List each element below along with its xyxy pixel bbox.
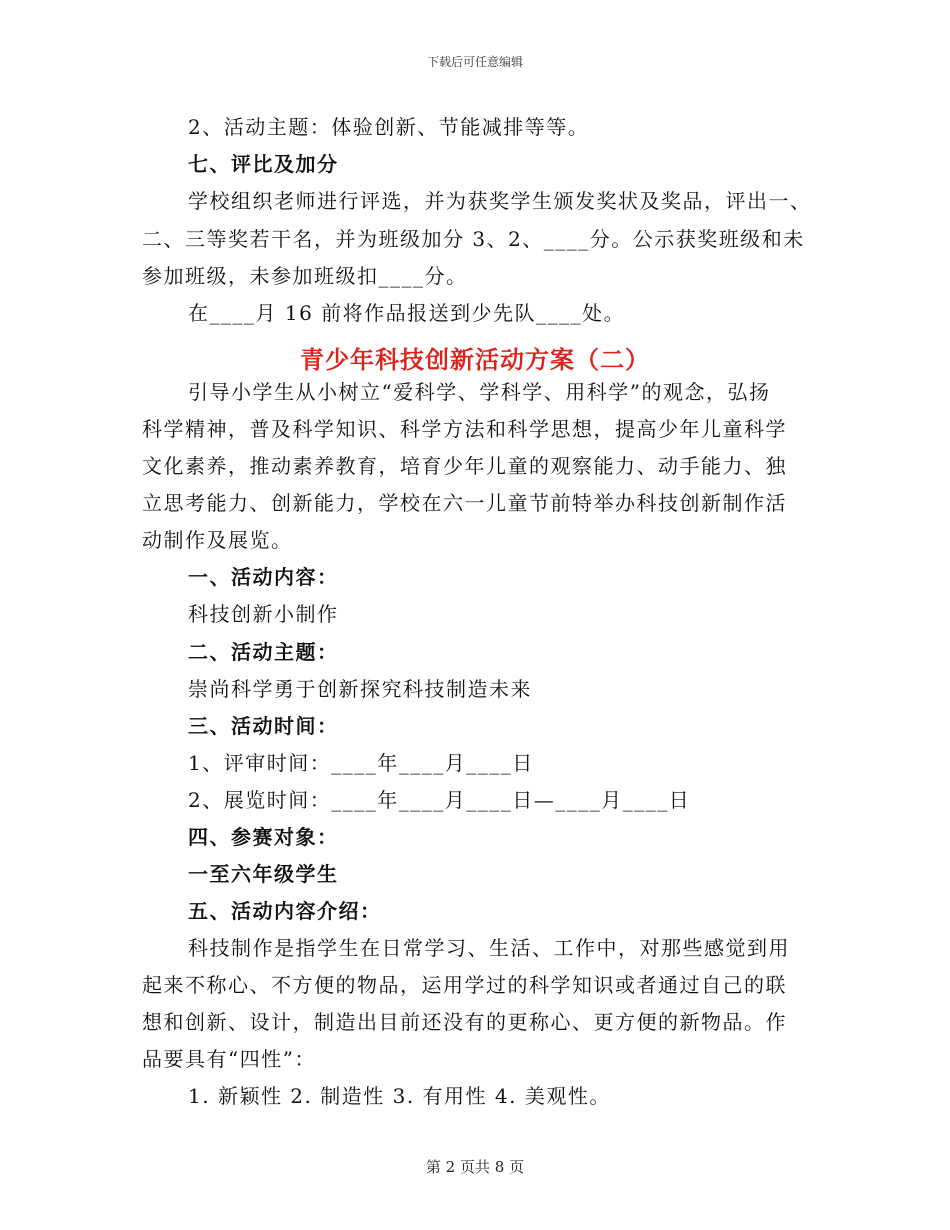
intro-line-4: 立思考能力、创新能力，学校在六一儿童节前特举办科技创新制作活 <box>142 491 787 515</box>
intro-line-2: 科学精神，普及科学知识、科学方法和科学思想，提高少年儿童科学 <box>142 417 787 441</box>
intro-line-1: 引导小学生从小树立“爱科学、学科学、用科学”的观念，弘扬 <box>188 380 771 404</box>
intro-line-3: 文化素养，推动素养教育，培育少年儿童的观察能力、动手能力、独 <box>142 454 787 478</box>
exhibition-time: 2、展览时间：____年____月____日—____月____日 <box>188 788 691 812</box>
section-five-line-4: 品要具有“四性”： <box>142 1047 316 1071</box>
evaluation-paragraph-line-2: 二、三等奖若干名，并为班级加分 3、2、____分。公示获奖班级和未 <box>142 227 805 251</box>
section-one-heading: 一、活动内容： <box>188 565 339 589</box>
section-one-body: 科技创新小制作 <box>188 602 339 626</box>
section-two-body: 崇尚科学勇于创新探究科技制造未来 <box>188 677 532 701</box>
review-time: 1、评审时间：____年____月____日 <box>188 751 534 775</box>
activity-theme-item: 2、活动主题：体验创新、节能减排等等。 <box>188 115 590 139</box>
document-title: 青少年科技创新活动方案（二） <box>300 345 650 374</box>
page-header-note: 下载后可任意编辑 <box>426 55 523 69</box>
evaluation-paragraph-line-1: 学校组织老师进行评选，并为获奖学生颁发奖状及奖品，评出一、 <box>188 189 812 213</box>
page-footer: 第 2 页共 8 页 <box>425 1158 525 1176</box>
submission-paragraph: 在____月 16 前将作品报送到少先队____处。 <box>188 301 626 325</box>
section-five-line-3: 想和创新、设计，制造出目前还没有的更称心、更方便的新物品。作 <box>142 1010 787 1034</box>
intro-line-5: 动制作及展览。 <box>142 528 293 552</box>
evaluation-paragraph-line-3: 参加班级，未参加班级扣____分。 <box>142 264 468 288</box>
section-five-heading: 五、活动内容介绍： <box>188 899 382 923</box>
section-seven-heading: 七、评比及加分 <box>188 152 339 176</box>
section-four-body: 一至六年级学生 <box>188 862 339 886</box>
section-two-heading: 二、活动主题： <box>188 640 339 664</box>
section-five-line-2: 起来不称心、不方便的物品，运用学过的科学知识或者通过自己的联 <box>142 973 787 997</box>
four-qualities-list: 1. 新颖性 2. 制造性 3. 有用性 4. 美观性。 <box>188 1084 611 1108</box>
section-three-heading: 三、活动时间： <box>188 714 339 738</box>
section-five-line-1: 科技制作是指学生在日常学习、生活、工作中，对那些感觉到用 <box>188 936 790 960</box>
section-four-heading: 四、参赛对象： <box>188 825 339 849</box>
